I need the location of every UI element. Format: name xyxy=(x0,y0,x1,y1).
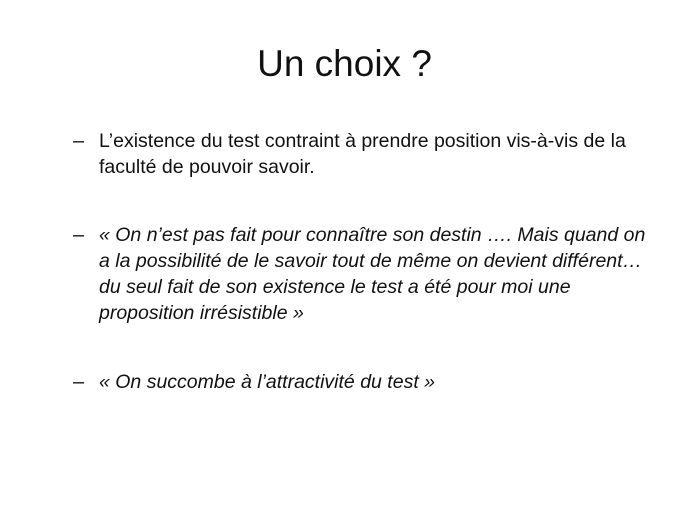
bullet-quote-text: « On n’est pas fait pour connaître son destin …. Mais quand on a la possibilité de le savoir tout de même on devient différent… du seul fait de son existence le test a été pour moi une proposition irrésistible » xyxy=(99,224,646,324)
bullet-quote-text: « On succombe à l’attractivité du test » xyxy=(99,371,435,393)
bullet-text: L’existence du test contraint à prendre position vis-à-vis de la faculté de pouvoir savoir. xyxy=(99,130,626,178)
slide-title: Un choix ? xyxy=(257,43,432,84)
bullet-dash: – xyxy=(73,130,85,152)
bullet-dash: – xyxy=(73,371,85,393)
bullet-dash: – xyxy=(73,224,85,246)
